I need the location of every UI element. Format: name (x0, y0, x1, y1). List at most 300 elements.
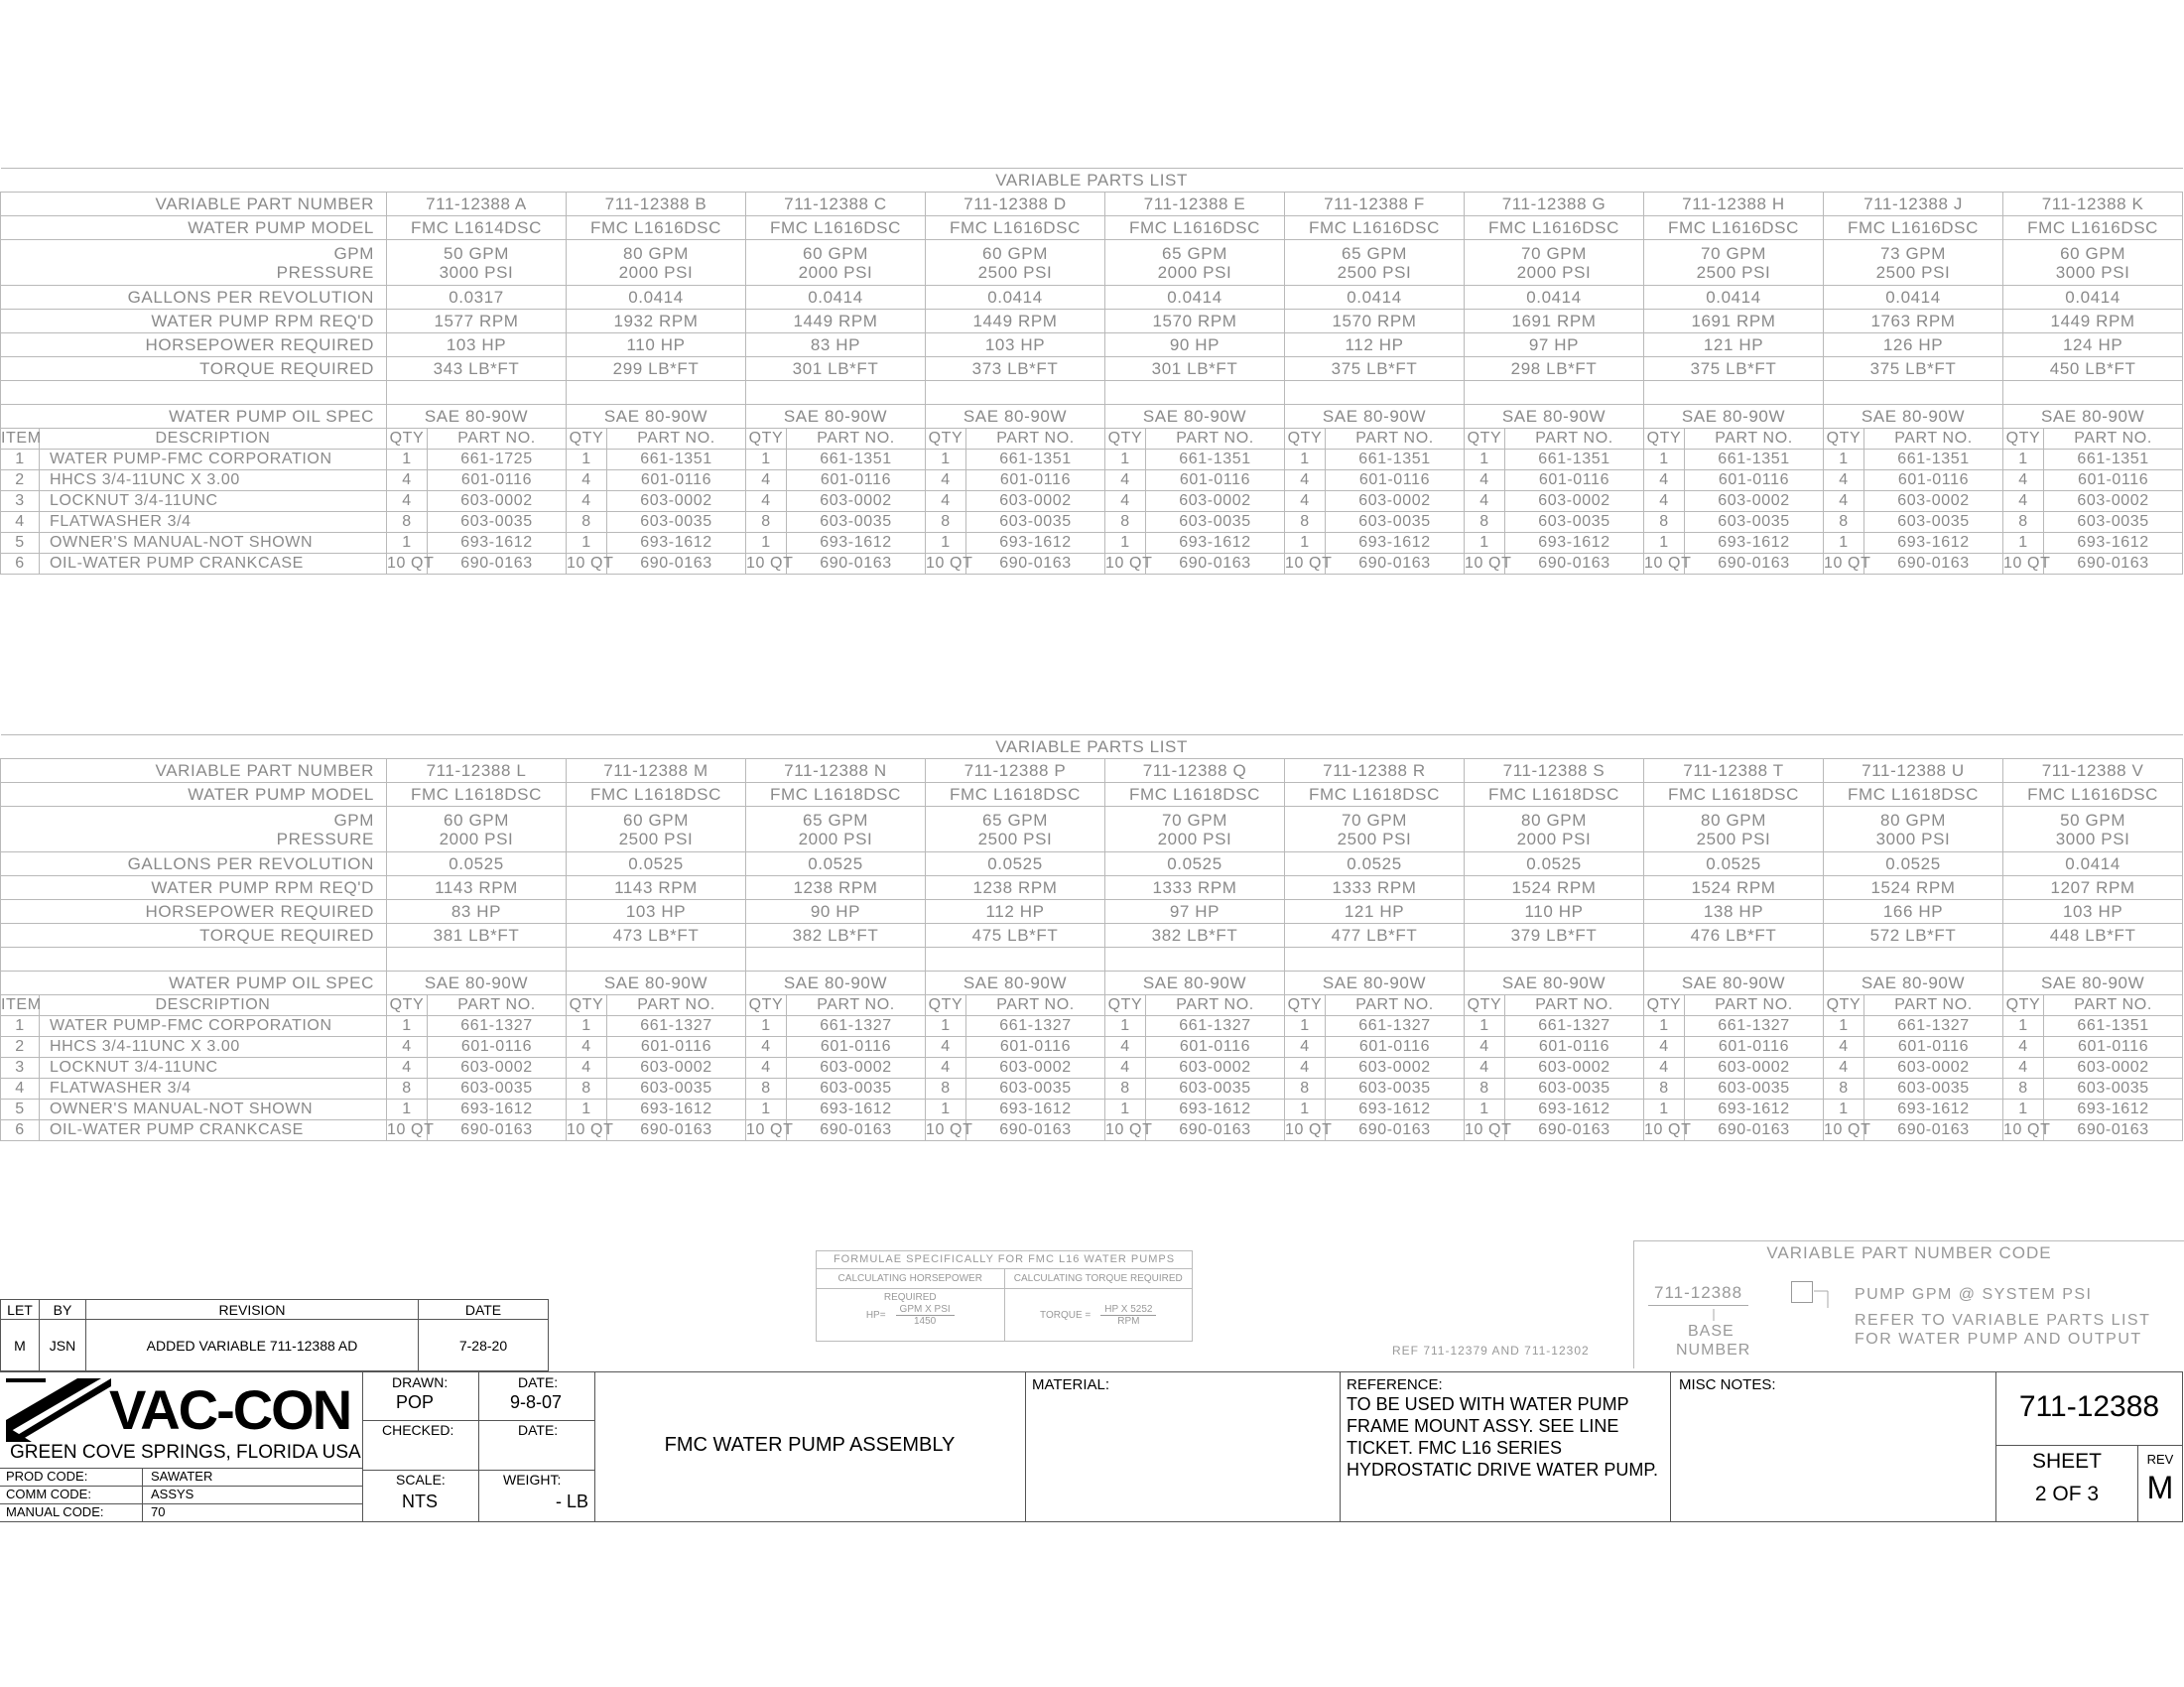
qty-cell: 1 (1285, 533, 1326, 554)
qty-cell: 4 (1285, 491, 1326, 512)
qty-cell: 4 (567, 1037, 607, 1058)
gpm-value: 60 GPM (803, 243, 868, 263)
oil-spec-cell: SAE 80-90W (2003, 972, 2183, 995)
variable-part-number-cell: 711-12388 H (1644, 193, 1824, 216)
oil-spec-cell: SAE 80-90W (1285, 405, 1465, 429)
part-no-header: PART NO. (1146, 429, 1285, 450)
oil-spec-cell: SAE 80-90W (926, 405, 1105, 429)
qty-header: QTY (1824, 429, 1864, 450)
qty-cell: 1 (746, 1016, 787, 1037)
qty-header: QTY (1105, 995, 1146, 1016)
oil-spec-label: WATER PUMP OIL SPEC (1, 972, 387, 995)
qty-cell: 1 (387, 450, 428, 470)
gallons-per-revolution-row (1, 852, 2183, 876)
part-no-cell: 693-1612 (428, 533, 567, 554)
part-no-cell: 690-0163 (1685, 554, 1824, 575)
rev-date: 7-28-20 (419, 1320, 549, 1371)
gpm-value: 65 GPM (1342, 243, 1407, 263)
gpm-pressure-cell (567, 240, 746, 286)
part-no-cell: 661-1327 (1864, 1016, 2003, 1037)
torque-required-cell: 343 LB*FT (387, 357, 567, 381)
part-no-cell: 601-0116 (2044, 470, 2183, 491)
gpm-pressure-label (1, 240, 387, 286)
oil-spec-cell: SAE 80-90W (2003, 405, 2183, 429)
gpm-value: 73 GPM (1880, 243, 1946, 263)
gpm-value: 60 GPM (2060, 243, 2126, 263)
qty-cell: 8 (1285, 512, 1326, 533)
water-pump-model-cell: FMC L1618DSC (1105, 783, 1285, 807)
qty-cell: 1 (1285, 1016, 1326, 1037)
qty-cell: 1 (1644, 1100, 1685, 1120)
water-pump-rpm-cell: 1524 RPM (1465, 876, 1644, 900)
item-description: HHCS 3/4-11UNC X 3.00 (40, 470, 387, 491)
horsepower-required-cell: 103 HP (926, 333, 1105, 357)
gpm-value: 70 GPM (1162, 810, 1227, 830)
qty-cell: 4 (567, 491, 607, 512)
qty-header: QTY (567, 995, 607, 1016)
part-no-header: PART NO. (787, 429, 926, 450)
qty-cell: 4 (1824, 491, 1864, 512)
gpm-value: 80 GPM (1880, 810, 1946, 830)
qty-cell: 4 (1644, 1058, 1685, 1079)
part-no-header: PART NO. (1685, 995, 1824, 1016)
item-description: FLATWASHER 3/4 (40, 512, 387, 533)
part-no-cell: 690-0163 (428, 554, 567, 575)
part-no-cell: 603-0002 (1685, 491, 1824, 512)
parts-row (1, 491, 2183, 512)
qty-cell: 1 (1105, 450, 1146, 470)
part-no-cell: 661-1351 (1864, 450, 2003, 470)
blank-cell (1285, 381, 1465, 405)
revision-block (0, 1299, 549, 1371)
torque-required-cell: 382 LB*FT (1105, 924, 1285, 948)
vpn-code-base-label-1: BASE (1688, 1323, 1734, 1340)
pressure-value: 2500 PSI (618, 829, 694, 848)
parts-row (1, 1079, 2183, 1100)
rev-head-date: DATE (419, 1300, 549, 1320)
formula-torque-lhs: TORQUE = (1040, 1310, 1092, 1321)
vpn-code-base-label-2: NUMBER (1676, 1342, 1751, 1359)
gallons-per-revolution-row (1, 286, 2183, 310)
parts-header-row (1, 429, 2183, 450)
qty-header: QTY (1644, 995, 1685, 1016)
qty-cell: 10 QT (1285, 554, 1326, 575)
qty-cell: 1 (1824, 1100, 1864, 1120)
qty-cell: 4 (567, 1058, 607, 1079)
gallons-per-revolution-label: GALLONS PER REVOLUTION (1, 286, 387, 310)
water-pump-model-cell: FMC L1616DSC (926, 216, 1105, 240)
qty-cell: 1 (1644, 1016, 1685, 1037)
oil-spec-row (1, 405, 2183, 429)
scale-value: NTS (402, 1492, 438, 1511)
variable-part-number-row (1, 193, 2183, 216)
horsepower-required-row (1, 900, 2183, 924)
parts-header-row (1, 995, 2183, 1016)
formula-hp-head: CALCULATING HORSEPOWER REQUIRED (817, 1269, 1005, 1288)
gallons-per-revolution-cell: 0.0525 (567, 852, 746, 876)
qty-cell: 4 (1824, 470, 1864, 491)
parts-row (1, 470, 2183, 491)
pressure-value: 3000 PSI (439, 262, 514, 282)
part-no-cell: 693-1612 (607, 533, 746, 554)
part-no-cell: 693-1612 (787, 1100, 926, 1120)
item-number: 4 (1, 1079, 40, 1100)
formula-torque-den: RPM (1117, 1316, 1140, 1327)
qty-header: QTY (926, 429, 966, 450)
part-no-header: PART NO. (428, 995, 567, 1016)
drawn-value: POP (396, 1392, 435, 1412)
title-row (1, 169, 2183, 193)
gpm-pressure-cell (1644, 807, 1824, 852)
rev-text: ADDED VARIABLE 711-12388 AD (86, 1320, 419, 1371)
gpm-pressure-cell (1285, 240, 1465, 286)
qty-cell: 1 (1824, 1016, 1864, 1037)
part-no-cell: 690-0163 (607, 1120, 746, 1141)
qty-header: QTY (387, 429, 428, 450)
part-no-cell: 661-1327 (1326, 1016, 1465, 1037)
qty-cell: 4 (1824, 1058, 1864, 1079)
blank-cell (746, 948, 926, 972)
variable-part-number-cell: 711-12388 R (1285, 759, 1465, 783)
part-no-cell: 603-0002 (428, 491, 567, 512)
gpm-pressure-row (1, 807, 2183, 852)
variable-part-number-cell: 711-12388 L (387, 759, 567, 783)
part-no-header: PART NO. (1864, 995, 2003, 1016)
part-no-cell: 603-0035 (607, 1079, 746, 1100)
qty-cell: 10 QT (1465, 1120, 1505, 1141)
item-description: WATER PUMP-FMC CORPORATION (40, 450, 387, 470)
parts-row (1, 1016, 2183, 1037)
qty-cell: 1 (567, 533, 607, 554)
horsepower-required-cell: 121 HP (1644, 333, 1824, 357)
torque-required-cell: 301 LB*FT (1105, 357, 1285, 381)
water-pump-model-label: WATER PUMP MODEL (1, 216, 387, 240)
blank-cell (1105, 381, 1285, 405)
part-no-cell: 603-0035 (1505, 512, 1644, 533)
qty-cell: 8 (926, 512, 966, 533)
part-no-cell: 693-1612 (1685, 533, 1824, 554)
sheet-value: 2 OF 3 (2034, 1483, 2100, 1505)
qty-cell: 8 (387, 1079, 428, 1100)
formula-torque-head: CALCULATING TORQUE REQUIRED (1013, 1273, 1183, 1284)
rev-head-by: BY (40, 1300, 86, 1320)
weight-value: - LB (556, 1492, 589, 1511)
part-no-cell: 693-1612 (1505, 1100, 1644, 1120)
variable-part-number-cell: 711-12388 N (746, 759, 926, 783)
qty-cell: 4 (1644, 491, 1685, 512)
formula-title: FORMULAE SPECIFICALLY FOR FMC L16 WATER PUMPS (817, 1251, 1192, 1269)
rev-by: JSN (40, 1320, 86, 1371)
water-pump-rpm-cell: 1333 RPM (1285, 876, 1465, 900)
water-pump-model-cell: FMC L1618DSC (1465, 783, 1644, 807)
part-no-cell: 601-0116 (1685, 470, 1824, 491)
qty-cell: 4 (746, 491, 787, 512)
water-pump-model-row (1, 783, 2183, 807)
date1-value: 9-8-07 (510, 1392, 563, 1412)
gpm-pressure-cell (926, 240, 1105, 286)
water-pump-rpm-cell: 1691 RPM (1465, 310, 1644, 333)
qty-cell: 8 (1465, 512, 1505, 533)
qty-cell: 1 (2003, 450, 2044, 470)
item-description: WATER PUMP-FMC CORPORATION (40, 1016, 387, 1037)
parts-row (1, 512, 2183, 533)
torque-required-label: TORQUE REQUIRED (1, 357, 387, 381)
qty-cell: 1 (1824, 533, 1864, 554)
qty-cell: 1 (926, 450, 966, 470)
variable-part-number-cell: 711-12388 K (2003, 193, 2183, 216)
drawn-label: DRAWN: (392, 1374, 449, 1390)
oil-spec-cell: SAE 80-90W (1465, 972, 1644, 995)
qty-cell: 4 (746, 1037, 787, 1058)
variable-part-number-cell: 711-12388 B (567, 193, 746, 216)
vpn-code-title: VARIABLE PART NUMBER CODE (1766, 1243, 2052, 1262)
qty-cell: 10 QT (1644, 1120, 1685, 1141)
blank-cell (567, 948, 746, 972)
horsepower-required-cell: 126 HP (1824, 333, 2003, 357)
part-no-cell: 603-0035 (1146, 1079, 1285, 1100)
gallons-per-revolution-cell: 0.0525 (1465, 852, 1644, 876)
part-no-cell: 603-0002 (1864, 491, 2003, 512)
pressure-value: 2500 PSI (977, 262, 1053, 282)
qty-cell: 10 QT (926, 554, 966, 575)
gallons-per-revolution-cell: 0.0414 (1285, 286, 1465, 310)
reference-note: REF 711-12379 AND 711-12302 (1392, 1344, 1590, 1358)
blank-cell (1644, 381, 1824, 405)
part-no-cell: 661-1327 (787, 1016, 926, 1037)
item-description: OIL-WATER PUMP CRANKCASE (40, 554, 387, 575)
part-no-cell: 693-1612 (966, 533, 1105, 554)
part-no-cell: 690-0163 (2044, 1120, 2183, 1141)
part-no-cell: 603-0002 (607, 491, 746, 512)
rev-label: REV (2146, 1452, 2174, 1467)
torque-required-cell: 298 LB*FT (1465, 357, 1644, 381)
part-no-cell: 693-1612 (1326, 1100, 1465, 1120)
blank-row (1, 381, 2183, 405)
company-location: GREEN COVE SPRINGS, FLORIDA USA (10, 1442, 361, 1463)
qty-header: QTY (1285, 429, 1326, 450)
qty-cell: 4 (1105, 491, 1146, 512)
qty-cell: 4 (926, 491, 966, 512)
pressure-value: 2500 PSI (977, 829, 1053, 848)
gallons-per-revolution-cell: 0.0414 (1465, 286, 1644, 310)
part-no-cell: 601-0116 (2044, 1037, 2183, 1058)
qty-cell: 4 (1105, 1037, 1146, 1058)
part-no-cell: 661-1351 (1505, 450, 1644, 470)
water-pump-model-cell: FMC L1618DSC (1285, 783, 1465, 807)
part-no-cell: 603-0035 (787, 1079, 926, 1100)
qty-cell: 10 QT (926, 1120, 966, 1141)
torque-required-cell: 450 LB*FT (2003, 357, 2183, 381)
part-no-cell: 693-1612 (1326, 533, 1465, 554)
company-logo-area (0, 1372, 363, 1468)
qty-cell: 1 (746, 533, 787, 554)
variable-parts-list-2 (0, 734, 2183, 1141)
gallons-per-revolution-cell: 0.0525 (1105, 852, 1285, 876)
gpm-value: 65 GPM (803, 810, 868, 830)
part-no-cell: 601-0116 (428, 470, 567, 491)
part-no-header: PART NO. (1326, 995, 1465, 1016)
qty-cell: 1 (1465, 450, 1505, 470)
part-no-cell: 661-1351 (607, 450, 746, 470)
qty-cell: 10 QT (1644, 554, 1685, 575)
part-no-cell: 601-0116 (1864, 1037, 2003, 1058)
part-no-header: PART NO. (1864, 429, 2003, 450)
pressure-value: 3000 PSI (2055, 262, 2130, 282)
blank-cell (926, 381, 1105, 405)
blank-cell (1285, 948, 1465, 972)
part-no-cell: 601-0116 (966, 1037, 1105, 1058)
qty-cell: 1 (926, 533, 966, 554)
date1-label: DATE: (518, 1374, 559, 1390)
torque-required-cell: 477 LB*FT (1285, 924, 1465, 948)
water-pump-rpm-cell: 1932 RPM (567, 310, 746, 333)
manual-code-label: MANUAL CODE: (0, 1504, 143, 1522)
item-description: OWNER'S MANUAL-NOT SHOWN (40, 1100, 387, 1120)
water-pump-model-cell: FMC L1618DSC (1824, 783, 2003, 807)
part-no-cell: 693-1612 (1505, 533, 1644, 554)
gpm-value: 80 GPM (1521, 810, 1587, 830)
horsepower-required-cell: 90 HP (1105, 333, 1285, 357)
pressure-value: 2500 PSI (1696, 829, 1771, 848)
drawing-number: 711-12388 (2018, 1390, 2160, 1423)
water-pump-rpm-cell: 1238 RPM (926, 876, 1105, 900)
qty-cell: 4 (926, 1037, 966, 1058)
pressure-value: 2000 PSI (1157, 262, 1232, 282)
water-pump-rpm-cell: 1570 RPM (1285, 310, 1465, 333)
qty-cell: 1 (1644, 450, 1685, 470)
blank-cell (1824, 948, 2003, 972)
qty-cell: 8 (1824, 512, 1864, 533)
water-pump-model-cell: FMC L1618DSC (746, 783, 926, 807)
water-pump-rpm-row (1, 310, 2183, 333)
horsepower-required-cell: 112 HP (926, 900, 1105, 924)
qty-cell: 4 (387, 1037, 428, 1058)
pressure-value: 2000 PSI (618, 262, 694, 282)
blank-label (1, 381, 387, 405)
variable-part-number-cell: 711-12388 F (1285, 193, 1465, 216)
oil-spec-cell: SAE 80-90W (746, 405, 926, 429)
gallons-per-revolution-cell: 0.0525 (1285, 852, 1465, 876)
part-no-cell: 690-0163 (1505, 1120, 1644, 1141)
qty-cell: 1 (2003, 1100, 2044, 1120)
part-no-cell: 690-0163 (966, 554, 1105, 575)
part-no-header: PART NO. (1685, 429, 1824, 450)
codes-area (0, 1468, 363, 1522)
qty-cell: 10 QT (1285, 1120, 1326, 1141)
qty-cell: 4 (387, 470, 428, 491)
description-header: DESCRIPTION (40, 995, 387, 1016)
qty-cell: 8 (2003, 1079, 2044, 1100)
gpm-value: 80 GPM (1701, 810, 1766, 830)
variable-part-number-cell: 711-12388 Q (1105, 759, 1285, 783)
part-no-cell: 693-1612 (2044, 533, 2183, 554)
horsepower-required-cell: 103 HP (567, 900, 746, 924)
variable-part-number-cell: 711-12388 T (1644, 759, 1824, 783)
water-pump-rpm-label: WATER PUMP RPM REQ'D (1, 310, 387, 333)
sheet-label: SHEET (2031, 1450, 2102, 1473)
gpm-value: 60 GPM (982, 243, 1048, 263)
description-header: DESCRIPTION (40, 429, 387, 450)
gallons-per-revolution-cell: 0.0414 (1824, 286, 2003, 310)
torque-required-cell: 375 LB*FT (1644, 357, 1824, 381)
torque-required-cell: 448 LB*FT (2003, 924, 2183, 948)
part-no-cell: 601-0116 (787, 470, 926, 491)
qty-cell: 8 (1105, 512, 1146, 533)
part-no-cell: 603-0002 (2044, 1058, 2183, 1079)
qty-cell: 10 QT (387, 554, 428, 575)
gpm-value: 50 GPM (444, 243, 509, 263)
comm-code-label: COMM CODE: (0, 1487, 143, 1503)
qty-cell: 4 (387, 1058, 428, 1079)
qty-cell: 10 QT (1824, 554, 1864, 575)
blank-cell (1105, 948, 1285, 972)
part-no-cell: 601-0116 (1685, 1037, 1824, 1058)
pressure-value: 2500 PSI (1696, 262, 1771, 282)
qty-header: QTY (567, 429, 607, 450)
qty-cell: 1 (1644, 533, 1685, 554)
part-no-cell: 601-0116 (1505, 470, 1644, 491)
variable-part-number-cell: 711-12388 S (1465, 759, 1644, 783)
qty-cell: 4 (1465, 491, 1505, 512)
qty-cell: 10 QT (567, 1120, 607, 1141)
water-pump-rpm-cell: 1524 RPM (1644, 876, 1824, 900)
item-number: 3 (1, 1058, 40, 1079)
part-no-cell: 661-1327 (1685, 1016, 1824, 1037)
qty-cell: 8 (1644, 1079, 1685, 1100)
part-no-cell: 661-1351 (2044, 1016, 2183, 1037)
item-number: 1 (1, 1016, 40, 1037)
part-no-cell: 603-0002 (607, 1058, 746, 1079)
horsepower-required-cell: 121 HP (1285, 900, 1465, 924)
pressure-value: 2000 PSI (798, 829, 873, 848)
qty-header: QTY (1465, 995, 1505, 1016)
weight-label: WEIGHT: (503, 1472, 562, 1488)
part-no-cell: 601-0116 (966, 470, 1105, 491)
rev-let: M (1, 1320, 40, 1371)
prod-code-value: SAWATER (151, 1469, 213, 1484)
water-pump-model-label: WATER PUMP MODEL (1, 783, 387, 807)
water-pump-rpm-cell: 1449 RPM (926, 310, 1105, 333)
part-no-cell: 603-0035 (1326, 1079, 1465, 1100)
qty-cell: 1 (1465, 1016, 1505, 1037)
part-no-cell: 603-0002 (1326, 1058, 1465, 1079)
prod-code-label: PROD CODE: (0, 1469, 143, 1486)
table-title: VARIABLE PARTS LIST (1, 169, 2183, 193)
formula-torque-num: HP X 5252 (1100, 1304, 1156, 1316)
pressure-label: PRESSURE (276, 829, 374, 848)
pressure-value: 2000 PSI (1157, 829, 1232, 848)
horsepower-required-label: HORSEPOWER REQUIRED (1, 333, 387, 357)
part-no-cell: 603-0002 (2044, 491, 2183, 512)
water-pump-rpm-cell: 1524 RPM (1824, 876, 2003, 900)
oil-spec-cell: SAE 80-90W (567, 972, 746, 995)
qty-cell: 4 (1105, 470, 1146, 491)
horsepower-required-cell: 103 HP (2003, 900, 2183, 924)
variable-parts-list-1 (0, 168, 2183, 575)
item-description: LOCKNUT 3/4-11UNC (40, 1058, 387, 1079)
part-no-cell: 603-0035 (1146, 512, 1285, 533)
part-no-header: PART NO. (1146, 995, 1285, 1016)
qty-cell: 4 (1644, 1037, 1685, 1058)
torque-required-cell: 476 LB*FT (1644, 924, 1824, 948)
part-no-cell: 603-0035 (1326, 512, 1465, 533)
drawn-grid (362, 1372, 595, 1521)
vpn-code-line-2: REFER TO VARIABLE PARTS LIST (1855, 1312, 2151, 1329)
part-no-cell: 690-0163 (966, 1120, 1105, 1141)
horsepower-required-cell: 110 HP (1465, 900, 1644, 924)
item-header: ITEM (1, 995, 40, 1016)
blank-cell (2003, 381, 2183, 405)
